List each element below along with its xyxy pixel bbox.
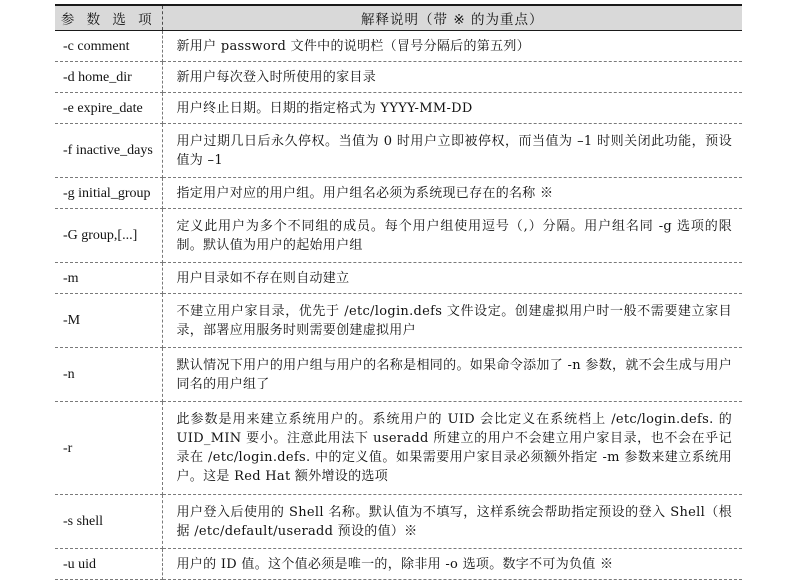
- header-description: 解释说明（带 ※ 的为重点）: [162, 5, 742, 31]
- header-option: 参 数 选 项: [55, 5, 162, 31]
- description-cell: 此参数是用来建立系统用户的。系统用户的 UID 会比定义在系统档上 /etc/login.defs. 的 UID_MIN 要小。注意此用法下 useradd 所建立的用户不会建立用户家目录，也不会在乎记录在 /etc/login.defs. 中的定义值。如果需要用户家目录必须额外指定 -m 参数来建立系统用户。这是 Red Hat 额外增设的选项: [162, 402, 742, 495]
- table-row: [55, 263, 742, 294]
- option-cell: -c comment: [55, 31, 162, 62]
- table-header-row: [55, 5, 742, 31]
- description-cell: 用户终止日期。日期的指定格式为 YYYY-MM-DD: [162, 93, 742, 124]
- option-cell: -n: [55, 348, 162, 402]
- table-row: [55, 402, 742, 495]
- option-cell: -e expire_date: [55, 93, 162, 124]
- table-row: [55, 62, 742, 93]
- description-cell: 指定用户对应的用户组。用户组名必须为系统现已存在的名称 ※: [162, 178, 742, 209]
- table-row: [55, 124, 742, 178]
- option-cell: -g initial_group: [55, 178, 162, 209]
- description-cell: 默认情况下用户的用户组与用户的名称是相同的。如果命令添加了 -n 参数，就不会生成与用户同名的用户组了: [162, 348, 742, 402]
- options-table-container: [55, 4, 742, 580]
- description-cell: 用户登入后使用的 Shell 名称。默认值为不填写，这样系统会帮助指定预设的登入 Shell（根据 /etc/default/useradd 预设的值）※: [162, 495, 742, 549]
- option-cell: -f inactive_days: [55, 124, 162, 178]
- table-row: [55, 348, 742, 402]
- option-cell: -m: [55, 263, 162, 294]
- option-cell: -u uid: [55, 549, 162, 580]
- option-cell: -d home_dir: [55, 62, 162, 93]
- description-cell: 用户目录如不存在则自动建立: [162, 263, 742, 294]
- description-cell: 新用户每次登入时所使用的家目录: [162, 62, 742, 93]
- table-row: [55, 31, 742, 62]
- table-row: [55, 209, 742, 263]
- description-cell: 不建立用户家目录，优先于 /etc/login.defs 文件设定。创建虚拟用户时一般不需要建立家目录，部署应用服务时则需要创建虚拟用户: [162, 294, 742, 348]
- description-cell: 定义此用户为多个不同组的成员。每个用户组使用逗号（,）分隔。用户组名同 -g 选项的限制。默认值为用户的起始用户组: [162, 209, 742, 263]
- option-cell: -r: [55, 402, 162, 495]
- description-cell: 用户过期几日后永久停权。当值为 0 时用户立即被停权，而当值为 –1 时则关闭此功能，预设值为 –1: [162, 124, 742, 178]
- option-cell: -s shell: [55, 495, 162, 549]
- table-row: [55, 495, 742, 549]
- description-cell: 用户的 ID 值。这个值必须是唯一的，除非用 -o 选项。数字不可为负值 ※: [162, 549, 742, 580]
- option-cell: -G group,[...]: [55, 209, 162, 263]
- table-row: [55, 549, 742, 580]
- table-row: [55, 294, 742, 348]
- table-row: [55, 93, 742, 124]
- table-row: [55, 178, 742, 209]
- option-cell: -M: [55, 294, 162, 348]
- description-cell: 新用户 password 文件中的说明栏（冒号分隔后的第五列）: [162, 31, 742, 62]
- useradd-options-table: [55, 4, 742, 580]
